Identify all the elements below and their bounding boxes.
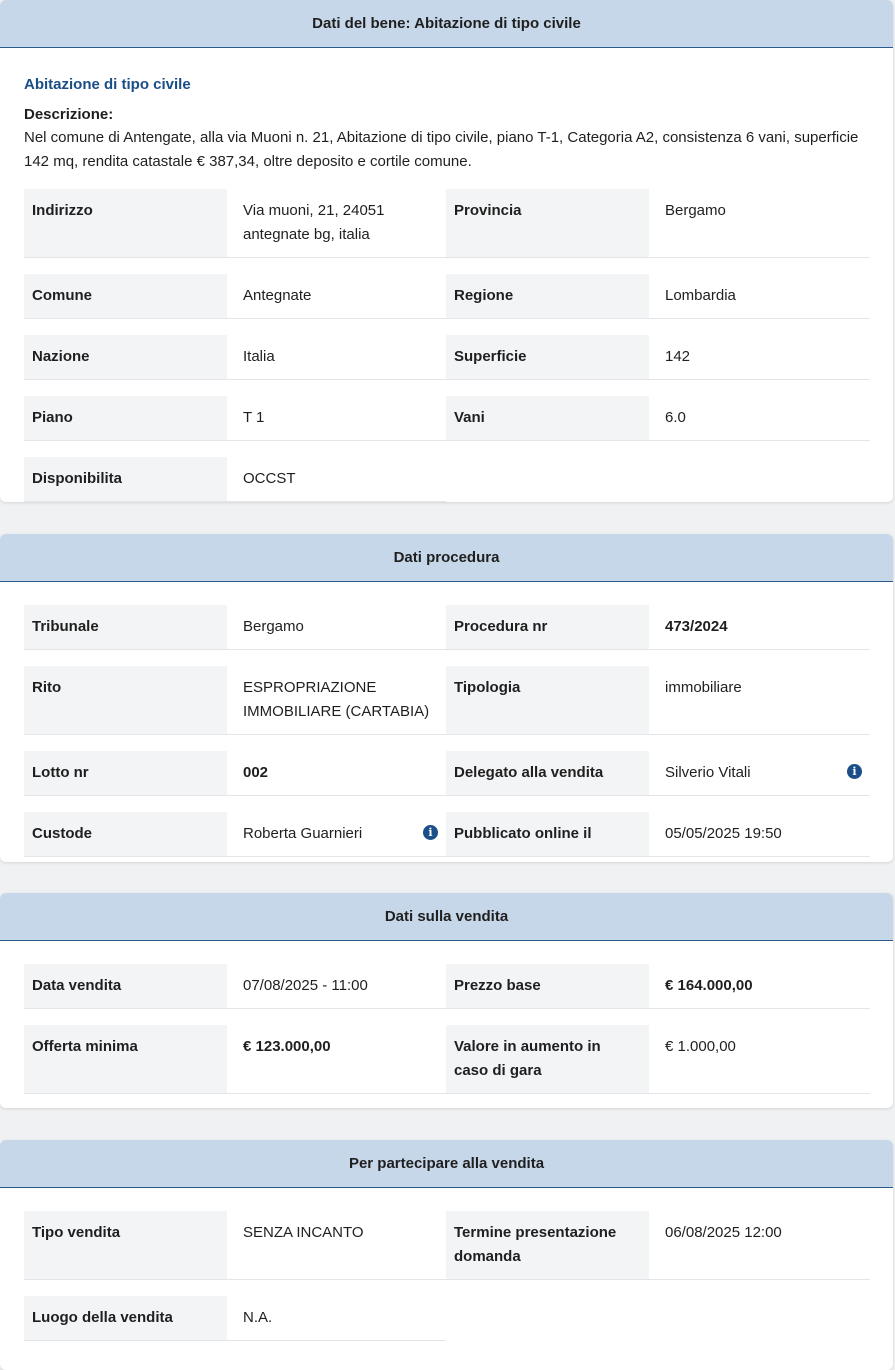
field-value: 05/05/2025 19:50 xyxy=(665,825,782,842)
field-indirizzo xyxy=(24,189,446,258)
field-value xyxy=(227,189,446,257)
address-line-2: antegnate bg, italia xyxy=(243,226,370,243)
field-label: Procedura nr xyxy=(446,605,649,649)
field-label: Rito xyxy=(24,666,227,734)
card-dati-bene xyxy=(0,0,893,502)
field-data-vendita xyxy=(24,964,446,1009)
field-label: Superficie xyxy=(446,335,649,379)
label-line-2: domanda xyxy=(454,1248,521,1265)
field-value xyxy=(227,666,446,734)
field-label: Custode xyxy=(24,812,227,856)
field-value: Lombardia xyxy=(665,287,736,304)
field-rito xyxy=(24,666,446,735)
field-disponibilita xyxy=(24,457,446,502)
field-label: Offerta minima xyxy=(24,1025,227,1093)
field-value xyxy=(649,751,870,795)
field-value: OCCST xyxy=(243,470,296,487)
field-value: 6.0 xyxy=(665,409,686,426)
field-label: Pubblicato online il xyxy=(446,812,649,856)
card-header-dati-procedura: Dati procedura xyxy=(0,534,893,582)
field-vani xyxy=(446,396,870,441)
field-valore-aumento xyxy=(446,1025,870,1094)
field-label: Disponibilita xyxy=(24,457,227,501)
field-value: 473/2024 xyxy=(665,618,728,635)
info-icon[interactable]: i xyxy=(847,764,862,779)
address-line-1: Via muoni, 21, 24051 xyxy=(243,202,385,219)
card-partecipare xyxy=(0,1140,893,1370)
field-label: Delegato alla vendita xyxy=(446,751,649,795)
info-icon[interactable]: i xyxy=(423,825,438,840)
field-tipologia xyxy=(446,666,870,735)
field-label: Tipo vendita xyxy=(24,1211,227,1279)
field-prezzo-base xyxy=(446,964,870,1009)
bene-subtitle: Abitazione di tipo civile xyxy=(24,76,191,93)
label-line-1: Valore in aumento in xyxy=(454,1038,601,1055)
delegato-name: Silverio Vitali xyxy=(665,764,751,781)
field-label: Data vendita xyxy=(24,964,227,1008)
card-header-dati-bene: Dati del bene: Abitazione di tipo civile xyxy=(0,0,893,48)
description-label: Descrizione: xyxy=(24,106,114,123)
field-value: € 123.000,00 xyxy=(243,1038,331,1055)
field-superficie xyxy=(446,335,870,380)
field-value: T 1 xyxy=(243,409,265,426)
field-value: SENZA INCANTO xyxy=(243,1224,364,1241)
field-luogo xyxy=(24,1296,446,1341)
description-text: Nel comune di Antengate, alla via Muoni n. 21, Abitazione di tipo civile, piano T-1, Categoria A2, consistenza 6 vani, superficie 142 mq, rendita catastale € 387,34, oltre deposito e cortile comune. xyxy=(24,129,859,170)
field-lotto-nr xyxy=(24,751,446,796)
field-offerta-minima xyxy=(24,1025,446,1094)
field-label xyxy=(446,1211,649,1279)
field-value: immobiliare xyxy=(665,679,742,696)
field-regione xyxy=(446,274,870,319)
field-label: Lotto nr xyxy=(24,751,227,795)
rito-line-2: IMMOBILIARE (CARTABIA) xyxy=(243,703,430,720)
field-label: Indirizzo xyxy=(24,189,227,257)
field-label: Piano xyxy=(24,396,227,440)
field-label: Tipologia xyxy=(446,666,649,734)
field-value: Bergamo xyxy=(243,618,304,635)
field-value: Bergamo xyxy=(665,202,726,219)
field-comune xyxy=(24,274,446,319)
field-value: 002 xyxy=(243,764,269,781)
field-value: 06/08/2025 12:00 xyxy=(665,1224,782,1241)
field-label: Regione xyxy=(446,274,649,318)
field-pubblicato xyxy=(446,812,870,857)
field-provincia xyxy=(446,189,870,258)
field-value: Antegnate xyxy=(243,287,312,304)
field-value: € 1.000,00 xyxy=(665,1038,736,1055)
field-piano xyxy=(24,396,446,441)
card-dati-procedura xyxy=(0,534,893,862)
card-header-partecipare: Per partecipare alla vendita xyxy=(0,1140,893,1188)
field-procedura-nr xyxy=(446,605,870,650)
custode-name: Roberta Guarnieri xyxy=(243,825,363,842)
field-tribunale xyxy=(24,605,446,650)
field-tipo-vendita xyxy=(24,1211,446,1280)
field-value: 07/08/2025 - 11:00 xyxy=(243,977,368,994)
field-termine xyxy=(446,1211,870,1280)
label-line-2: caso di gara xyxy=(454,1062,542,1079)
field-value: Italia xyxy=(243,348,275,365)
field-label: Prezzo base xyxy=(446,964,649,1008)
field-label xyxy=(446,1025,649,1093)
field-label: Tribunale xyxy=(24,605,227,649)
card-header-dati-vendita: Dati sulla vendita xyxy=(0,893,893,941)
field-delegato xyxy=(446,751,870,796)
rito-line-1: ESPROPRIAZIONE xyxy=(243,679,377,696)
field-value xyxy=(227,812,446,856)
field-nazione xyxy=(24,335,446,380)
field-label: Luogo della vendita xyxy=(24,1296,227,1340)
card-dati-vendita xyxy=(0,893,893,1108)
field-value: 142 xyxy=(665,348,691,365)
field-label: Comune xyxy=(24,274,227,318)
field-custode xyxy=(24,812,446,857)
field-value: € 164.000,00 xyxy=(665,977,753,994)
field-label: Provincia xyxy=(446,189,649,257)
label-line-1: Termine presentazione xyxy=(454,1224,617,1241)
field-label: Vani xyxy=(446,396,649,440)
field-value: N.A. xyxy=(243,1309,273,1326)
field-label: Nazione xyxy=(24,335,227,379)
